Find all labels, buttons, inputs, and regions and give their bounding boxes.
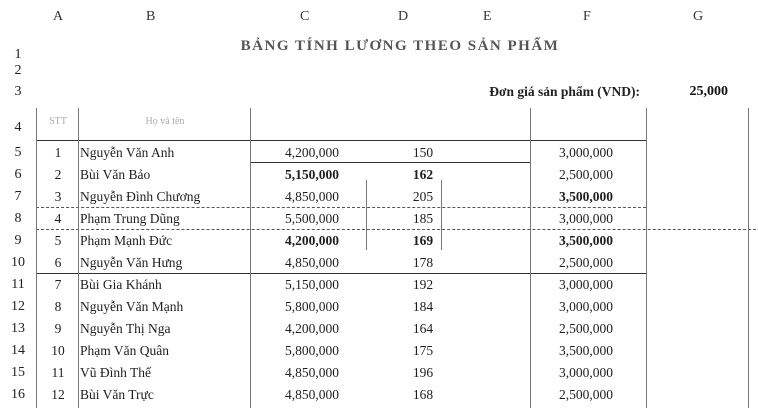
row-number-16[interactable]: 16 [11, 387, 25, 402]
row-number-9[interactable]: 9 [14, 233, 22, 248]
cell-d[interactable]: 184 [412, 299, 434, 314]
cell-stt[interactable]: 11 [51, 365, 65, 380]
row-number-15[interactable]: 15 [11, 365, 25, 380]
row-number-5[interactable]: 5 [14, 145, 22, 160]
cell-stt[interactable]: 5 [54, 233, 62, 248]
grid-line [530, 108, 531, 408]
cell-name[interactable]: Nguyễn Thị Nga [80, 321, 171, 336]
column-header-g[interactable]: G [693, 9, 704, 24]
column-header-f[interactable]: F [583, 9, 591, 24]
cell-d[interactable]: 164 [412, 321, 434, 336]
cell-f[interactable]: 2,500,000 [559, 321, 613, 336]
cell-stt[interactable]: 8 [54, 299, 62, 314]
cell-c[interactable]: 5,500,000 [285, 211, 339, 226]
column-header-a[interactable]: A [53, 9, 64, 24]
grid-line [36, 140, 646, 141]
row-number-4[interactable]: 4 [14, 120, 22, 135]
cell-name[interactable]: Nguyễn Văn Hưng [80, 255, 183, 270]
row-number-12[interactable]: 12 [11, 299, 25, 314]
cell-name[interactable]: Bùi Văn Bảo [80, 167, 151, 182]
cell-stt[interactable]: 12 [51, 387, 65, 402]
cell-name[interactable]: Nguyễn Văn Mạnh [80, 299, 184, 314]
cell-d[interactable]: 169 [412, 233, 434, 248]
cell-name[interactable]: Bùi Gia Khánh [80, 277, 162, 292]
cell-c[interactable]: 5,800,000 [285, 343, 339, 358]
row-number-10[interactable]: 10 [11, 255, 25, 270]
cell-f[interactable]: 2,500,000 [559, 255, 613, 270]
cell-c[interactable]: 4,850,000 [285, 365, 339, 380]
cell-f[interactable]: 3,000,000 [559, 299, 613, 314]
cell-f[interactable]: 2,500,000 [559, 167, 613, 182]
cell-c[interactable]: 5,800,000 [285, 299, 339, 314]
cell-c[interactable]: 4,850,000 [285, 189, 339, 204]
grid-line [36, 229, 756, 230]
column-header-b[interactable]: B [146, 9, 156, 24]
cell-name[interactable]: Phạm Trung Dũng [80, 211, 180, 226]
cell-name[interactable]: Phạm Mạnh Đức [80, 233, 173, 248]
cell-c[interactable]: 4,200,000 [285, 233, 339, 248]
cell-d[interactable]: 192 [412, 277, 434, 292]
grid-line [36, 108, 37, 408]
cell-name[interactable]: Phạm Văn Quân [80, 343, 169, 358]
grid-line [250, 162, 530, 163]
row-number-6[interactable]: 6 [14, 167, 22, 182]
header-name[interactable]: Họ và tên [145, 116, 185, 127]
cell-f[interactable]: 3,500,000 [559, 189, 613, 204]
cell-name[interactable]: Bùi Văn Trực [80, 387, 154, 402]
column-header-c[interactable]: C [300, 9, 310, 24]
cell-d[interactable]: 178 [412, 255, 434, 270]
cell-name[interactable]: Vũ Đình Thế [80, 365, 151, 380]
grid-line [748, 108, 749, 408]
cell-f[interactable]: 3,500,000 [559, 343, 613, 358]
column-header-d[interactable]: D [398, 9, 409, 24]
row-number-3[interactable]: 3 [14, 84, 22, 99]
grid-line [36, 273, 646, 274]
cell-d[interactable]: 205 [412, 189, 434, 204]
cell-d[interactable]: 196 [412, 365, 434, 380]
cell-f[interactable]: 3,000,000 [559, 145, 613, 160]
cell-d[interactable]: 185 [412, 211, 434, 226]
sheet-title[interactable]: BẢNG TÍNH LƯƠNG THEO SẢN PHẨM [240, 38, 560, 54]
row-number-1[interactable]: 1 [14, 47, 22, 62]
cell-f[interactable]: 3,000,000 [559, 277, 613, 292]
cell-c[interactable]: 4,850,000 [285, 387, 339, 402]
row-number-14[interactable]: 14 [11, 343, 25, 358]
grid-line [36, 207, 646, 208]
cell-d[interactable]: 150 [412, 145, 434, 160]
cell-c[interactable]: 4,850,000 [285, 255, 339, 270]
cell-c[interactable]: 5,150,000 [285, 277, 339, 292]
cell-stt[interactable]: 6 [54, 255, 62, 270]
cell-d[interactable]: 175 [412, 343, 434, 358]
cell-stt[interactable]: 7 [54, 277, 62, 292]
cell-c[interactable]: 4,200,000 [285, 321, 339, 336]
unit-price-label[interactable]: Đơn giá sản phẩm (VND): [489, 84, 640, 99]
cell-f[interactable]: 2,500,000 [559, 387, 613, 402]
row-number-13[interactable]: 13 [11, 321, 25, 336]
grid-line [646, 108, 647, 408]
cell-f[interactable]: 3,000,000 [559, 211, 613, 226]
cell-c[interactable]: 4,200,000 [285, 145, 339, 160]
unit-price-value[interactable]: 25,000 [689, 84, 728, 99]
cell-d[interactable]: 168 [412, 387, 434, 402]
cell-f[interactable]: 3,000,000 [559, 365, 613, 380]
cell-c[interactable]: 5,150,000 [285, 167, 339, 182]
cell-stt[interactable]: 10 [51, 343, 65, 358]
row-number-8[interactable]: 8 [14, 211, 22, 226]
grid-line [78, 108, 79, 408]
cell-stt[interactable]: 4 [54, 211, 62, 226]
cell-name[interactable]: Nguyễn Đình Chương [80, 189, 201, 204]
grid-line [366, 180, 367, 250]
cell-stt[interactable]: 2 [54, 167, 62, 182]
row-number-7[interactable]: 7 [14, 189, 22, 204]
header-stt[interactable]: STT [49, 116, 67, 127]
cell-stt[interactable]: 3 [54, 189, 62, 204]
row-number-11[interactable]: 11 [11, 277, 25, 292]
grid-line [250, 108, 251, 408]
cell-stt[interactable]: 1 [54, 145, 62, 160]
column-header-e[interactable]: E [483, 9, 492, 24]
row-number-2[interactable]: 2 [14, 63, 22, 78]
cell-d[interactable]: 162 [412, 167, 434, 182]
cell-f[interactable]: 3,500,000 [559, 233, 613, 248]
cell-stt[interactable]: 9 [54, 321, 62, 336]
cell-name[interactable]: Nguyễn Văn Anh [80, 145, 175, 160]
